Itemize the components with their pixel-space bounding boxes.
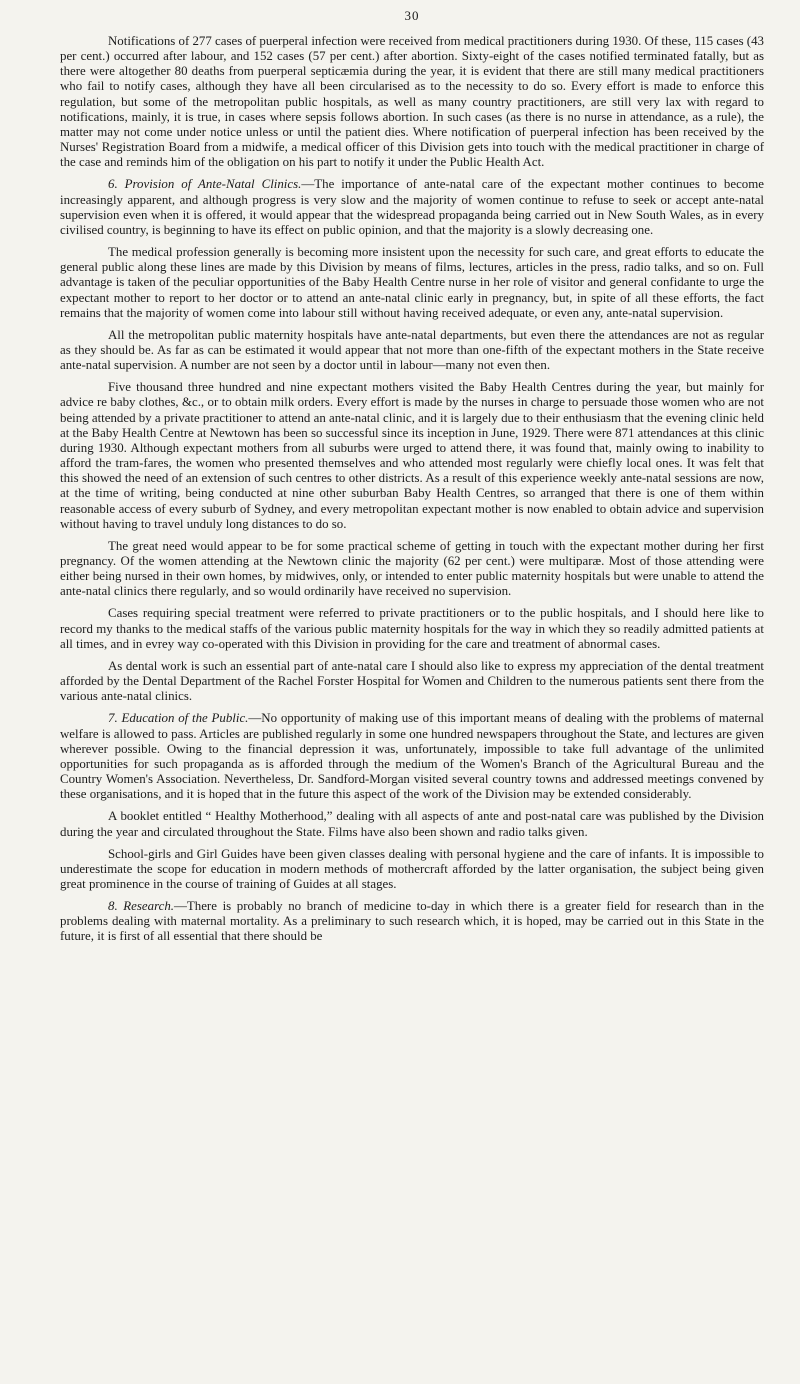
paragraph-special-treatment <box>60 606 764 651</box>
paragraph-research <box>60 899 764 944</box>
paragraph-puerperal-infection <box>60 34 764 170</box>
paragraph-text: A booklet entitled “ Healthy Motherhood,” dealing with all aspects of ante and post-natal care was published by the Division during the year and circulated throughout the State. Films have also been shown and radio talks given. <box>60 809 764 839</box>
page-number: 30 <box>404 8 420 23</box>
section-heading: 8. Research. <box>108 899 174 914</box>
section-heading: 7. Education of the Public. <box>108 711 249 726</box>
paragraph-text: School-girls and Girl Guides have been given classes dealing with personal hygiene and the care of infants. It is impossible to underestimate the scope for education in modern methods of mothercraft afforded by the latter organisation, the subject being given great prominence in the course of training of Guides at all stages. <box>60 846 764 891</box>
paragraph-text: —There is probably no branch of medicine to-day in which there is a greater field for research than in the problems dealing with maternal mortality. As a preliminary to such research which, it is hoped, may be carried out in this State in the future, it is first of all essential that there should be <box>60 899 764 944</box>
paragraph-text: Notifications of 277 cases of puerperal infection were received from medical practitioners during 1930. Of these, 115 cases (43 per cent.) occurred after labour, and 152 cases (57 per cent.) after abortion. Sixty-eight of the cases notified terminated fatally, but as there were altogether 80 deaths from puerperal septicæmia during the year, it is evident that there are still many medical practitioners who fail to notify cases, although they have all been circularised as to the necessity to do so. Every effort is made to enforce this regulation, but some of the metropolitan public hospitals, as well as many country practitioners, are still very lax with regard to notifications, mainly, it is true, in cases where sepsis follows abortion. In such cases (as there is no nurse in attendance, as a rule), the matter may not come under notice unless or until the patient dies. Where notification of puerperal infection has been received by the Nurses' Registration Board from a midwife, a medical officer of this Division gets into touch with the medical practitioner in charge of the case and reminds him of the obligation on his part to notify it under the Public Health Act. <box>60 34 764 170</box>
paragraph-text: Five thousand three hundred and nine expectant mothers visited the Baby Health Centres during the year, but mainly for advice re baby clothes, &c., or to obtain milk orders. Every effort is made by the nurses in charge to persuade those women who are not being attended by a private practitioner to attend an ante-natal clinic, and it is largely due to their enthusiasm that the evening clinic held at the Baby Health Centre at Newtown has been so successful since its inception in June, 1929. There were 871 attendances at this clinic during 1930. Although expectant mothers from all suburbs were urged to attend there, it was found that, mainly owing to inability to afford the tram-fares, the women who presented themselves and who attended most regularly were chiefly local ones. It was felt that this showed the need of an extension of such centres to other districts. As a result of this experience weekly ante-natal sessions are now, at the time of writing, being conducted at nine other suburban Baby Health Centres, so arranged that there is one of them within reasonable access of every suburb of Sydney, and every metropolitan expectant mother is now enabled to obtain advice and supervision without having to travel unduly long distances to do so. <box>60 380 764 531</box>
paragraph-text: —The importance of ante-natal care of the expectant mother continues to become increasingly apparent, and although progress is very slow and the majority of women continue to refuse to seek or accept ante-natal supervision even when it is offered, it would appear that the widespread propaganda being carried out in New South Wales, as in every civilised country, is beginning to have its effect on public opinion, and that the majority is a slowly decreasing one. <box>60 177 764 237</box>
paragraph-text: As dental work is such an essential part of ante-natal care I should also like to express my appreciation of the dental treatment afforded by the Dental Department of the Rachel Forster Hospital for Women and Children to the numerous patients sent there from the various ante-natal clinics. <box>60 658 764 704</box>
paragraph-girl-guides <box>60 847 764 892</box>
section-heading: 6. Provision of Ante-Natal Clinics. <box>108 177 302 192</box>
paragraph-metropolitan-hospitals <box>60 328 764 373</box>
paragraph-first-pregnancy <box>60 539 764 600</box>
paragraph-text: The medical profession generally is becoming more insistent upon the necessity for such care, and great efforts to educate the general public along these lines are made by this Division by means of films, lectures, articles in the press, radio talks, and so on. Full advantage is taken of the peculiar opportunities of the Baby Health Centre nurse in her role of visitor and general confidante to urge the expectant mother to report to her doctor or to attend an ante-natal clinic early in pregnancy, but, in spite of all these efforts, the fact remains that the majority of women come into labour still without having received adequate, or even any, ante-natal supervision. <box>60 245 764 320</box>
paragraph-education-public <box>60 711 764 802</box>
paragraph-baby-health-centres <box>60 380 764 532</box>
paragraph-text: —No opportunity of making use of this important means of dealing with the problems of maternal welfare is allowed to pass. Articles are published regularly in some one hundred newspapers throughout the State, and lectures are given wherever possible. Owing to the financial depression it was, unfortunately, impossible to take full advantage of the unlimited opportunities for such propaganda as is afforded through the medium of the Women's Branch of the Agricultural Bureau and the Country Women's Association. Nevertheless, Dr. Sandford-Morgan visited several country towns and addressed meetings convened by these organisations, and it is hoped that in the future this aspect of the work of the Division may be extended considerably. <box>60 711 764 802</box>
paragraph-medical-profession <box>60 245 764 321</box>
paragraph-ante-natal-clinics <box>60 177 764 238</box>
paragraph-text: The great need would appear to be for some practical scheme of getting in touch with the expectant mother during her first pregnancy. Of the women attending at the Newtown clinic the majority (62 per cent.) were multiparæ. Most of those attending were either being nursed in their own homes, by midwives, only, or intended to enter public maternity hospitals but were unable to attend the ante-natal clinics there regularly, and so would ordinarily have received no supervision. <box>60 538 764 599</box>
paragraph-text: Cases requiring special treatment were referred to private practitioners or to the public hospitals, and I should here like to record my thanks to the medical staffs of the various public maternity hospitals for the way in which they so readily admitted patients at all times, and in evrey way co-operated with this Division in providing for the care and treatment of abnormal cases. <box>60 606 764 651</box>
paragraph-text: All the metropolitan public maternity hospitals have ante-natal departments, but even there the attendances are not as regular as they should be. As far as can be estimated it would appear that not more than one-fifth of the expectant mothers in the State receive ante-natal supervision. A number are not seen by a doctor until in labour—many not even then. <box>60 327 764 373</box>
paragraph-dental-work <box>60 659 764 704</box>
paragraph-booklet <box>60 809 764 839</box>
